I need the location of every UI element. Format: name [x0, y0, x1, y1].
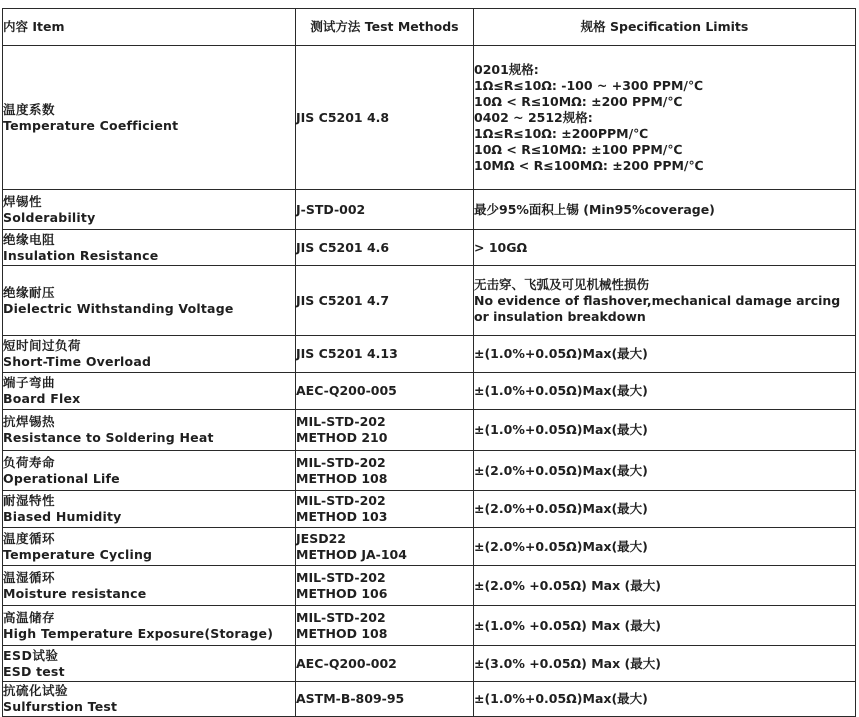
- spec-cell: [474, 606, 856, 646]
- method-cell: [296, 646, 474, 682]
- method-cell: [296, 606, 474, 646]
- item-name-en: Temperature Coefficient: [3, 117, 179, 133]
- test-method: METHOD 108: [296, 625, 388, 641]
- spec-cell: [474, 528, 856, 566]
- item-name-en: High Temperature Exposure(Storage): [3, 625, 274, 641]
- table-row: [3, 606, 856, 646]
- item-name-cn: 耐湿特性: [3, 493, 56, 508]
- test-method: MIL-STD-202: [296, 454, 386, 470]
- item-name-cn: 高温储存: [3, 609, 56, 625]
- table-row: [3, 46, 856, 190]
- item-cell: [3, 266, 296, 336]
- spec-limit: or insulation breakdown: [474, 308, 646, 324]
- item-name-en: Operational Life: [3, 470, 120, 486]
- header-test-methods: 测试方法 Test Methods: [296, 9, 474, 46]
- item-cell: [3, 451, 296, 491]
- spec-cell: [474, 266, 856, 336]
- spec-cell: [474, 451, 856, 491]
- table-row: [3, 266, 856, 336]
- method-cell: [296, 528, 474, 566]
- test-method: ASTM-B-809-95: [296, 691, 405, 706]
- spec-limit: ±(2.0%+0.05Ω)Max(最大): [474, 462, 648, 478]
- item-name-en: Dielectric Withstanding Voltage: [3, 300, 234, 316]
- method-cell: [296, 451, 474, 491]
- test-method: AEC-Q200-005: [296, 383, 397, 398]
- spec-limit: 0402 ~ 2512规格:: [474, 109, 593, 125]
- spec-limit: ±(1.0%+0.05Ω)Max(最大): [474, 422, 648, 437]
- item-name-en: Insulation Resistance: [3, 247, 159, 263]
- table-row: [3, 451, 856, 491]
- spec-limit: 无击穿、飞弧及可见机械性损伤: [474, 276, 650, 292]
- item-name-cn: 负荷寿命: [3, 454, 56, 470]
- method-cell: [296, 190, 474, 230]
- spec-limit: 1Ω≤R≤10Ω: ±200PPM/℃: [474, 125, 649, 141]
- item-name-cn: ESD试验: [3, 647, 59, 663]
- spec-cell: [474, 646, 856, 682]
- spec-limit: ±(2.0%+0.05Ω)Max(最大): [474, 538, 648, 554]
- item-name-en: Temperature Cycling: [3, 546, 153, 562]
- method-cell: [296, 682, 474, 717]
- spec-cell: [474, 410, 856, 451]
- header-specification-limits: 规格 Specification Limits: [474, 9, 856, 46]
- spec-limit: ±(1.0% +0.05Ω) Max (最大): [474, 617, 661, 633]
- test-method: METHOD 210: [296, 430, 388, 445]
- test-method: JESD22: [296, 530, 346, 546]
- table-row: [3, 373, 856, 410]
- method-cell: [296, 373, 474, 410]
- spec-limit: ±(1.0%+0.05Ω)Max(最大): [474, 691, 648, 706]
- spec-cell: [474, 373, 856, 410]
- table-row: [3, 190, 856, 230]
- spec-cell: [474, 336, 856, 373]
- test-method: MIL-STD-202: [296, 493, 386, 508]
- method-cell: [296, 491, 474, 528]
- spec-limit: 1Ω≤R≤10Ω: -100 ~ +300 PPM/℃: [474, 77, 704, 93]
- header-row: [3, 9, 856, 46]
- item-cell: [3, 606, 296, 646]
- item-cell: [3, 491, 296, 528]
- item-cell: [3, 682, 296, 717]
- spec-limit: 最少95%面积上锡 (Min95%coverage): [474, 201, 715, 217]
- spec-cell: [474, 190, 856, 230]
- item-name-en: Moisture resistance: [3, 585, 147, 601]
- spec-cell: [474, 46, 856, 190]
- spec-limit: 0201规格:: [474, 61, 539, 77]
- table-row: [3, 491, 856, 528]
- test-method: MIL-STD-202: [296, 569, 386, 585]
- spec-cell: [474, 566, 856, 606]
- item-name-cn: 温度系数: [3, 101, 56, 117]
- item-name-cn: 温湿循环: [3, 569, 56, 585]
- spec-limit: No evidence of flashover,mechanical damage arcing: [474, 292, 841, 308]
- test-method: AEC-Q200-002: [296, 655, 397, 671]
- spec-limit: 10Ω < R≤10MΩ: ±200 PPM/℃: [474, 93, 683, 109]
- item-name-cn: 抗硫化试验: [3, 683, 69, 698]
- spec-limit: ±(1.0%+0.05Ω)Max(最大): [474, 346, 648, 361]
- item-cell: [3, 190, 296, 230]
- test-method: MIL-STD-202: [296, 609, 386, 625]
- method-cell: [296, 230, 474, 266]
- item-cell: [3, 230, 296, 266]
- specification-table: [2, 8, 856, 717]
- item-cell: [3, 528, 296, 566]
- spec-limit: 10Ω < R≤10MΩ: ±100 PPM/℃: [474, 141, 683, 157]
- item-name-en: Solderability: [3, 209, 96, 225]
- item-name-cn: 端子弯曲: [3, 375, 56, 390]
- spec-cell: [474, 682, 856, 717]
- item-name-cn: 短时间过负荷: [3, 338, 82, 353]
- table-row: [3, 528, 856, 566]
- test-method: METHOD JA-104: [296, 546, 407, 562]
- table-row: [3, 230, 856, 266]
- spec-limit: ±(2.0%+0.05Ω)Max(最大): [474, 501, 648, 516]
- table-row: [3, 336, 856, 373]
- item-name-en: Sulfurstion Test: [3, 699, 118, 714]
- item-name-cn: 温度循环: [3, 530, 56, 546]
- table-row: [3, 410, 856, 451]
- test-method: METHOD 108: [296, 470, 388, 486]
- spec-limit: > 10GΩ: [474, 239, 528, 255]
- item-name-en: Resistance to Soldering Heat: [3, 430, 214, 445]
- test-method: MIL-STD-202: [296, 414, 386, 429]
- spec-limit: ±(1.0%+0.05Ω)Max(最大): [474, 383, 648, 398]
- item-name-en: Short-Time Overload: [3, 354, 152, 369]
- spec-limit: ±(2.0% +0.05Ω) Max (最大): [474, 577, 661, 593]
- table-row: [3, 646, 856, 682]
- method-cell: [296, 266, 474, 336]
- item-name-cn: 绝缘耐压: [3, 284, 56, 300]
- header-item: 内容 Item: [3, 9, 296, 46]
- item-name-cn: 焊锡性: [3, 193, 43, 209]
- item-cell: [3, 410, 296, 451]
- method-cell: [296, 336, 474, 373]
- test-method: JIS C5201 4.8: [296, 109, 390, 125]
- item-cell: [3, 646, 296, 682]
- item-cell: [3, 46, 296, 190]
- test-method: METHOD 103: [296, 509, 388, 524]
- test-method: METHOD 106: [296, 585, 388, 601]
- item-name-en: ESD test: [3, 663, 65, 679]
- item-cell: [3, 336, 296, 373]
- item-name-cn: 绝缘电阻: [3, 231, 56, 247]
- test-method: JIS C5201 4.7: [296, 292, 390, 308]
- table-row: [3, 682, 856, 717]
- spec-cell: [474, 491, 856, 528]
- test-method: JIS C5201 4.13: [296, 346, 398, 361]
- item-cell: [3, 566, 296, 606]
- item-name-en: Biased Humidity: [3, 509, 122, 524]
- spec-limit: 10MΩ < R≤100MΩ: ±200 PPM/℃: [474, 157, 704, 173]
- method-cell: [296, 46, 474, 190]
- test-method: J-STD-002: [296, 201, 366, 217]
- table-body: [3, 46, 856, 717]
- method-cell: [296, 566, 474, 606]
- item-cell: [3, 373, 296, 410]
- table-row: [3, 566, 856, 606]
- spec-cell: [474, 230, 856, 266]
- item-name-en: Board Flex: [3, 391, 81, 406]
- method-cell: [296, 410, 474, 451]
- test-method: JIS C5201 4.6: [296, 239, 390, 255]
- spec-limit: ±(3.0% +0.05Ω) Max (最大): [474, 655, 661, 671]
- item-name-cn: 抗焊锡热: [3, 414, 56, 429]
